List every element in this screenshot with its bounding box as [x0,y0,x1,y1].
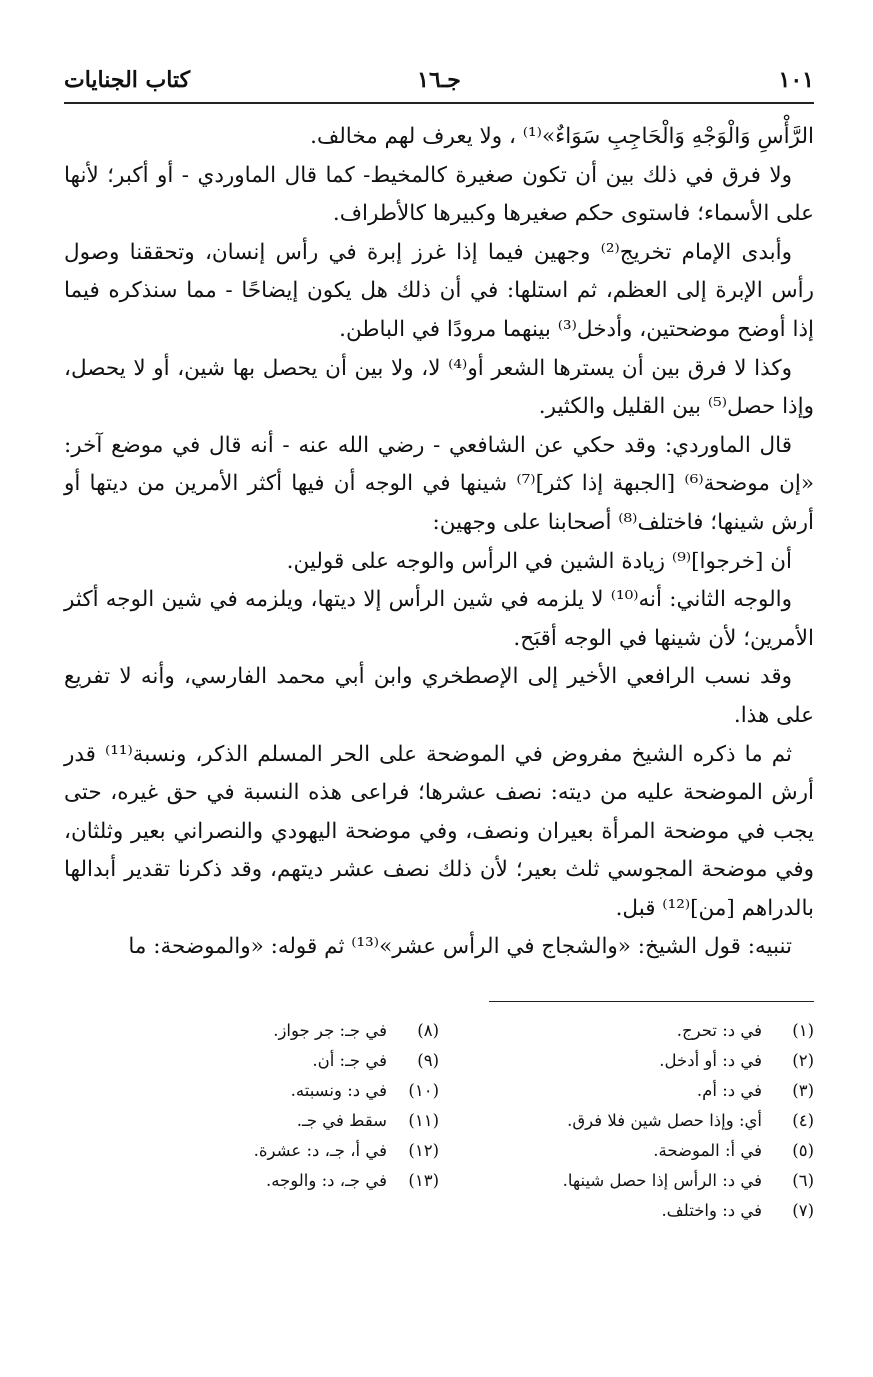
page-number: ١٠١ [778,67,814,93]
footnote-item [64,1106,439,1136]
footnote-text: سقط في جـ. [296,1111,387,1131]
paragraph: ولا فرق في ذلك بين أن تكون صغيرة كالمخيط- كما قال الماوردي - أو أكبر؛ لأنها على الأسماء؛ فاستوى حكم صغيرها وكبيرها كالأطراف. [64,162,814,227]
footnote-item [439,1046,814,1076]
footnote-item [64,1076,439,1106]
paragraph: وكذا لا فرق بين أن يسترها الشعر أو⁽⁴⁾ لا، ولا بين أن يحصل بها شين، أو لا يحصل، وإذا حصل⁽⁵⁾ بين القليل والكثير. [64,355,814,420]
footnote-text: في د: أم. [696,1081,762,1101]
footnote-item [64,1016,439,1046]
footnote-item [439,1166,814,1196]
page-header [64,58,814,104]
footnote-item [439,1076,814,1106]
footnote-text: في د: الرأس إذا حصل شينها. [562,1171,762,1191]
footnote-text: في د: أو أدخل. [659,1051,762,1071]
footnote-text: في جـ، د: والوجه. [265,1171,387,1191]
footnotes [64,1016,814,1226]
footnote-text: في أ، جـ، د: عشرة. [253,1141,387,1161]
footnote-text: أي: وإذا حصل شين فلا فرق. [567,1111,762,1131]
paragraph: وقد نسب الرافعي الأخير إلى الإصطخري وابن أبي محمد الفارسي، وأنه لا تفريع على هذا. [64,664,814,728]
footnote-text: في جـ: جر جواز. [273,1021,387,1041]
footnote-text: في د: ونسبته. [290,1081,387,1101]
footnote-text: في أ: الموضحة. [653,1141,762,1161]
footnote-number: (٦) [792,1171,814,1191]
footnote-number: (١٠) [408,1081,439,1101]
footnote-number: (٨) [417,1021,439,1041]
paragraph: قال الماوردي: وقد حكي عن الشافعي - رضي الله عنه - أنه قال في موضع آخر: «إن موضحة⁽⁶⁾ [الجبهة إذا كثر]⁽⁷⁾ شينها في الوجه أن فيها أكثر الأمرين من ديتها أو أرش شينها؛ فاختلف⁽⁸⁾ أصحابنا على وجهين: [64,432,814,535]
footnote-number: (٢) [792,1051,814,1071]
paragraph: ثم ما ذكره الشيخ مفروض في الموضحة على الحر المسلم الذكر، ونسبة⁽¹¹⁾ قدر أرش الموضحة عليه من ديته: نصف عشرها؛ فراعى هذه النسبة في حق غيره، حتى يجب في موضحة المرأة بعيران ونصف، وفي موضحة اليهودي والنصراني بعير وثلثان، وفي موضحة المجوسي ثلث بعير؛ لأن ذلك نصف عشر ديتهم، وقد ذكرنا تقدير أبدالها بالدراهم [من]⁽¹²⁾ قبل. [64,741,814,921]
footnote-text: في د: واختلف. [661,1201,762,1221]
footnote-item [439,1106,814,1136]
volume-label: جـ١٦ [417,67,461,93]
footnote-number: (١٣) [408,1171,439,1191]
paragraph: والوجه الثاني: أنه⁽¹⁰⁾ لا يلزمه في شين الرأس إلا ديتها، ويلزمه في شين الوجه أكثر الأمرين؛ لأن شينها في الوجه أقبَح. [64,587,814,651]
paragraph: أن [خرجوا]⁽⁹⁾ زيادة الشين في الرأس والوجه على قولين. [286,548,792,574]
footnote-item [64,1136,439,1166]
footnote-item [439,1016,814,1046]
footnote-number: (٣) [792,1081,814,1101]
book-title: كتاب الجنايات [64,67,191,93]
footnote-text: في د: تحرج. [676,1021,762,1041]
footnote-number: (١) [792,1021,814,1041]
footnote-separator [489,1001,814,1002]
paragraph: الرَّأْسِ وَالْوَجْهِ وَالْحَاجِبِ سَوَاءٌ»⁽¹⁾ ، ولا يعرف لهم مخالف. [310,124,814,149]
paragraph: وأبدى الإمام تخريج⁽²⁾ وجهين فيما إذا غرز إبرة في رأس إنسان، وتحققنا وصول رأس الإبرة إلى العظم، ثم استلها: في أن ذلك هل يكون إيضاحًا - مما سنذكره فيما إذا أوضح موضحتين، وأدخل⁽³⁾ بينهما مرودًا في الباطن. [64,239,814,342]
footnotes-right-column [439,1016,814,1226]
footnote-number: (٤) [792,1111,814,1131]
footnote-number: (٧) [792,1201,814,1221]
main-text [64,118,814,967]
footnote-item [439,1196,814,1226]
footnote-item [64,1046,439,1076]
footnote-number: (٥) [792,1141,814,1161]
paragraph: تنبيه: قول الشيخ: «والشجاج في الرأس عشر»⁽¹³⁾ ثم قوله: «والموضحة: ما [128,934,792,960]
footnote-number: (١٢) [408,1141,439,1161]
footnote-number: (٩) [417,1051,439,1071]
book-page [64,58,814,1348]
footnote-item [64,1166,439,1196]
footnote-item [439,1136,814,1166]
footnote-text: في جـ: أن. [312,1051,387,1071]
footnotes-left-column [64,1016,439,1226]
footnote-number: (١١) [408,1111,439,1131]
